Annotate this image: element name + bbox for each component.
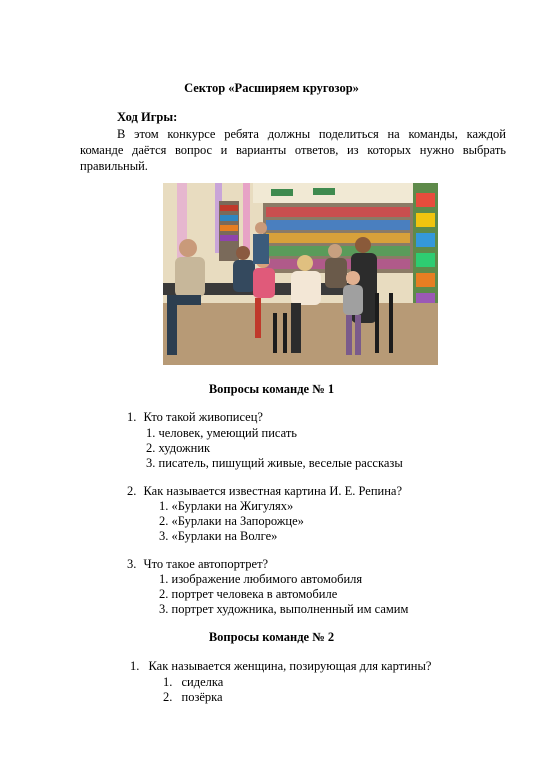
list-item [127, 484, 402, 499]
library-photo-illustration [163, 183, 438, 365]
list-item [127, 557, 268, 572]
question-text: Как называется женщина, позирующая для картины? [148, 659, 432, 673]
question-text: Кто такой живописец? [143, 410, 263, 424]
list-item [127, 410, 263, 425]
list-item: 3. портрет художника, выполненный им самим [159, 602, 409, 616]
list-item: 1. сиделка [163, 675, 224, 689]
game-heading: Ход Игры: [117, 110, 178, 124]
section-title: Сектор «Расширяем кругозор» [184, 81, 359, 95]
list-item: 2. портрет человека в автомобиле [159, 587, 338, 601]
team2-heading: Вопросы команде № 2 [208, 630, 335, 644]
library-photo [163, 183, 438, 365]
list-item: 1. человек, умеющий писать [146, 426, 298, 440]
intro-paragraph: В этом конкурсе ребята должны поделиться на команды, каждой команде даётся вопрос и варианты ответов, из которых нужно выбрать правильный. [80, 127, 506, 173]
team1-heading: Вопросы команде № 1 [208, 382, 335, 396]
list-item [130, 659, 431, 674]
question-number: 1. [130, 659, 140, 673]
list-item: 2. художник [146, 441, 211, 455]
list-item: 2. «Бурлаки на Запорожце» [159, 514, 304, 528]
question-number: 3. [127, 557, 137, 571]
question-text: Как называется известная картина И. Е. Репина? [143, 484, 402, 498]
list-item: 2. позёрка [163, 690, 223, 704]
list-item: 1. «Бурлаки на Жигулях» [159, 499, 294, 513]
list-item: 1. изображение любимого автомобиля [159, 572, 363, 586]
question-number: 1. [127, 410, 137, 424]
list-item: 3. писатель, пишущий живые, веселые рассказы [146, 456, 403, 470]
list-item: 3. «Бурлаки на Волге» [159, 529, 278, 543]
question-text: Что такое автопортрет? [143, 557, 269, 571]
question-number: 2. [127, 484, 137, 498]
